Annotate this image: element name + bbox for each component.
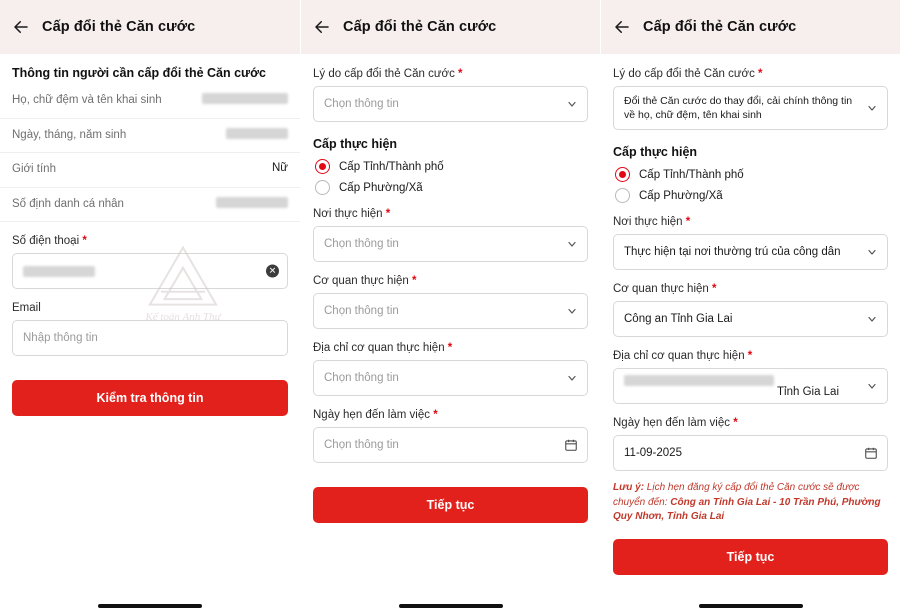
redacted-value — [202, 93, 288, 104]
info-value — [202, 93, 288, 105]
home-indicator — [399, 604, 503, 608]
address-label: Địa chỉ cơ quan thực hiện * — [313, 342, 453, 354]
calendar-icon[interactable] — [564, 438, 578, 452]
reason-select[interactable] — [613, 86, 888, 130]
date-value: 11-09-2025 — [624, 447, 682, 459]
reason-label: Lý do cấp đổi thẻ Căn cước * — [313, 68, 463, 80]
chevron-down-icon — [866, 102, 878, 114]
address-value: Chọn thông tin — [324, 372, 399, 384]
watermark-text: Kế toán Anh Thư — [145, 311, 221, 323]
section-title: Thông tin người cần cấp đổi thẻ Căn cước — [12, 66, 266, 80]
info-value — [226, 128, 288, 140]
info-label: Ngày, tháng, năm sinh — [12, 128, 127, 141]
header-panel-2 — [301, 0, 600, 54]
redacted-value — [216, 197, 288, 208]
address-select[interactable] — [613, 368, 888, 404]
radio-province[interactable] — [615, 167, 888, 182]
radio-icon-selected — [615, 167, 630, 182]
address-value — [624, 375, 877, 398]
info-value: Nữ — [271, 162, 288, 175]
radio-ward[interactable] — [615, 188, 888, 203]
reason-value: Chọn thông tin — [324, 98, 399, 110]
appointment-note — [613, 481, 888, 525]
reason-label: Lý do cấp đổi thẻ Căn cước * — [613, 68, 763, 80]
chevron-down-icon — [566, 98, 578, 110]
header-panel-1 — [0, 0, 300, 54]
radio-ward[interactable] — [315, 180, 588, 195]
note-body: Lịch hẹn đăng ký cấp đổi thẻ Căn cước sẽ được chuyển đến: — [613, 482, 860, 508]
panel-personal-info — [0, 0, 300, 615]
phone-label: Số điện thoại * — [12, 235, 87, 248]
place-select[interactable] — [613, 234, 888, 270]
agency-value: Công an Tỉnh Gia Lai — [624, 313, 733, 325]
check-info-button[interactable]: Kiểm tra thông tin — [12, 380, 288, 416]
arrow-left-icon[interactable] — [613, 18, 631, 36]
page-title: Cấp đổi thẻ Căn cước — [643, 19, 797, 35]
date-label: Ngày hẹn đến làm việc * — [313, 409, 438, 421]
agency-label: Cơ quan thực hiện * — [313, 275, 417, 287]
continue-button[interactable]: Tiếp tục — [613, 539, 888, 575]
continue-button[interactable]: Tiếp tục — [313, 487, 588, 523]
agency-label: Cơ quan thực hiện * — [613, 283, 717, 295]
radio-label: Cấp Phường/Xã — [339, 181, 423, 194]
date-value: Chọn thông tin — [324, 439, 399, 451]
page-title: Cấp đổi thẻ Căn cước — [343, 19, 497, 35]
radio-label: Cấp Tỉnh/Thành phố — [639, 168, 744, 181]
reason-select[interactable] — [313, 86, 588, 122]
agency-select[interactable] — [313, 293, 588, 329]
email-label: Email — [12, 302, 41, 315]
place-label: Nơi thực hiện * — [613, 216, 691, 228]
radio-icon-selected — [315, 159, 330, 174]
address-label: Địa chỉ cơ quan thực hiện * — [613, 350, 753, 362]
phone-value-redacted — [23, 266, 95, 277]
clear-circle-icon[interactable]: ✕ — [266, 265, 279, 278]
phone-input[interactable] — [12, 253, 288, 289]
info-label: Giới tính — [12, 163, 56, 176]
radio-icon — [315, 180, 330, 195]
place-select[interactable] — [313, 226, 588, 262]
home-indicator — [98, 604, 202, 608]
info-label: Họ, chữ đệm và tên khai sinh — [12, 94, 162, 106]
arrow-left-icon[interactable] — [12, 18, 30, 36]
radio-label: Cấp Phường/Xã — [639, 189, 723, 202]
radio-label: Cấp Tỉnh/Thành phố — [339, 160, 444, 173]
place-value: Thực hiện tại nơi thường trú của công dân — [624, 246, 841, 258]
header-panel-3 — [601, 0, 900, 54]
chevron-down-icon — [866, 313, 878, 325]
note-place: Công an Tỉnh Gia Lai - 10 Trần Phú, Phường Quy Nhơn, Tỉnh Gia Lai — [613, 496, 881, 522]
chevron-down-icon — [566, 305, 578, 317]
reason-value: Đổi thẻ Căn cước do thay đổi, cải chính thông tin về họ, chữ đệm, tên khai sinh — [624, 94, 853, 121]
arrow-left-icon[interactable] — [313, 18, 331, 36]
date-picker[interactable] — [313, 427, 588, 463]
redacted-value — [226, 128, 288, 139]
agency-value: Chọn thông tin — [324, 305, 399, 317]
radio-icon — [615, 188, 630, 203]
date-picker[interactable] — [613, 435, 888, 471]
calendar-icon[interactable] — [864, 446, 878, 460]
panel-form-empty — [300, 0, 600, 615]
chevron-down-icon — [566, 238, 578, 250]
page-title: Cấp đổi thẻ Căn cước — [42, 19, 196, 35]
email-field[interactable]: Nhập thông tin — [12, 320, 288, 356]
chevron-down-icon — [566, 372, 578, 384]
chevron-down-icon — [866, 246, 878, 258]
level-section-title: Cấp thực hiện — [313, 137, 398, 151]
home-indicator — [699, 604, 803, 608]
table-row — [0, 84, 300, 119]
agency-select[interactable] — [613, 301, 888, 337]
note-lead: Lưu ý: — [613, 482, 645, 493]
chevron-down-icon — [866, 380, 878, 392]
info-value — [216, 197, 288, 209]
address-select[interactable] — [313, 360, 588, 396]
info-label: Số định danh cá nhân — [12, 197, 124, 210]
table-row — [0, 119, 300, 154]
place-label: Nơi thực hiện * — [313, 208, 391, 220]
panel-form-filled — [600, 0, 900, 615]
radio-province[interactable] — [315, 159, 588, 174]
date-label: Ngày hẹn đến làm việc * — [613, 417, 738, 429]
address-tail: Tỉnh Gia Lai — [777, 385, 840, 398]
table-row — [0, 153, 300, 188]
address-redacted-part — [624, 375, 774, 386]
level-section-title: Cấp thực hiện — [613, 145, 698, 159]
place-value: Chọn thông tin — [324, 238, 399, 250]
table-row — [0, 188, 300, 223]
